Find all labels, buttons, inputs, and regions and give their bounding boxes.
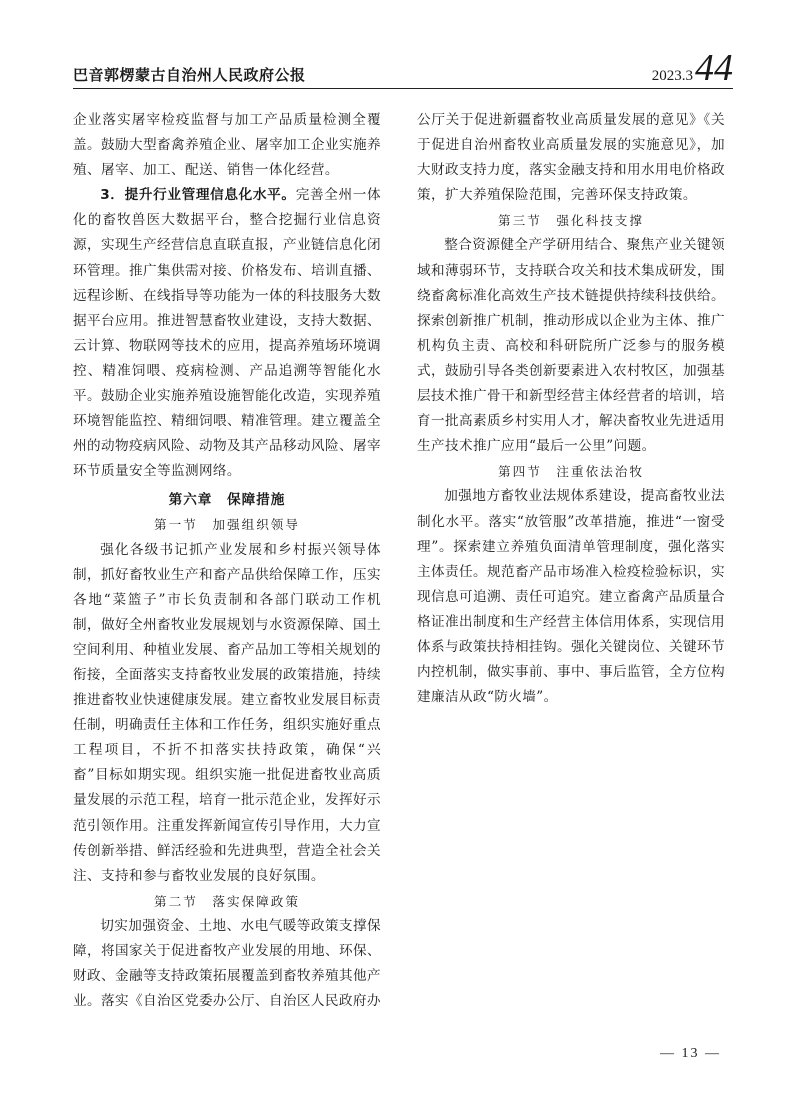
header-bar xyxy=(73,47,733,89)
section-heading: 第二节 落实保障政策 xyxy=(154,893,300,909)
paragraph-lead: 3．提升行业管理信息化水平。 xyxy=(100,187,296,204)
header-divider xyxy=(73,88,733,89)
section-heading: 第三节 强化科技支撑 xyxy=(498,213,644,229)
paragraph-body: 完善全州一体化的畜牧兽医大数据平台，整合挖掘行业信息资源，实现生产经营信息直联直报，产业链信息化闭环管理。推广集供需对接、价格发布、培训直播、远程诊断、在线指导等功能为一体的科技服务大数据平台应用。推进智慧畜牧业建设，支持大数据、云计算、物联网等技术的应用，提高养殖场环境调控、精准饲喂、疫病检测、产品追溯等智能化水平。鼓励企业实施养殖设施智能化改造，实现养殖环境智能监控、精细饲喂、精准管理。建立覆盖全州的动物疫病风险、动物及其产品移动风险、屠宰环节质量安全等监测网络。 xyxy=(73,187,381,480)
section-heading: 第四节 注重依法治牧 xyxy=(498,464,644,480)
paragraph: 加强地方畜牧业法规体系建设，提高畜牧业法制化水平。落实“放管服”改革措施，推进“一窗受理”。探索建立养殖负面清单管理制度，强化落实主体责任。规范畜产品市场准入检疫检验标识，实现信息可追溯、责任可追究。建立畜禽产品质量合格证准出制度和生产经营主体信用体系，实现信用体系与政策扶持相挂钩。强化关键岗位、关键环节内控机制，做实事前、事中、事后监管，全方位构建廉洁从政“防火墙”。 xyxy=(417,488,725,706)
header-page-number: 44 xyxy=(695,47,733,89)
chapter-heading: 第六章 保障措施 xyxy=(168,492,286,509)
paragraph: 企业落实屠宰检疫监督与加工产品质量检测全覆盖。鼓励大型畜禽养殖企业、屠宰加工企业实施养殖、屠宰、加工、配送、销售一体化经营。 xyxy=(73,112,381,179)
paragraph: 切实加强资金、土地、水电气暖等政策支撑保障，将国家关于促进畜牧产业发展的用地、环保、财政、金融等支持政策拓展覆盖到畜牧养殖其他产业。落实《自治区党委办公厅、自治区人民政府办 xyxy=(73,917,381,1010)
journal-title: 巴音郭楞蒙古自治州人民政府公报 xyxy=(73,66,306,84)
paragraph: 强化各级书记抓产业发展和乡村振兴领导体制，抓好畜牧业生产和畜产品供给保障工作，压实各地“菜篮子”市长负责制和各部门联动工作机制，做好全州畜牧业发展规划与水资源保障、国土空间利用、种植业发展、畜产品加工等相关规划的衔接，全面落实支持畜牧业发展的政策措施，持续推进畜牧业快速健康发展。建立畜牧业发展目标责任制，明确责任主体和工作任务，组织实施好重点工程项目，不折不扣落实扶持政策，确保“兴畜”目标如期实现。组织实施一批促进畜牧业高质量发展的示范工程，培育一批示范企业，发挥好示范引领作用。注重发挥新闻宣传引导作用，大力宣传创新举措、鲜活经验和先进典型，营造全社会关注、支持和参与畜牧业发展的良好氛围。 xyxy=(73,541,381,884)
right-column xyxy=(417,108,725,710)
section-heading: 第一节 加强组织领导 xyxy=(154,517,300,533)
paragraph: 整合资源健全产学研用结合、聚焦产业关键领域和薄弱环节，支持联合攻关和技术集成研发，围绕畜禽标准化高效生产技术链提供持续科技供给。探索创新推广机制，推动形成以企业为主体、推广机构负主责、高校和科研院所广泛参与的服务模式，鼓励引导各类创新要素进入农村牧区，加强基层技术推广骨干和新型经营主体经营者的培训，培育一批高素质乡村实用人才，解决畜牧业先进适用生产技术推广应用“最后一公里”问题。 xyxy=(417,237,725,455)
footer-page-number: — 13 — xyxy=(660,1046,721,1061)
paragraph: 公厅关于促进新疆畜牧业高质量发展的意见》《关于促进自治州畜牧业高质量发展的实施意见》，加大财政支持力度，落实金融支持和用水用电价格政策，扩大养殖保险范围，完善环保支持政策。 xyxy=(417,112,725,204)
issue-number: 2023.3 xyxy=(651,68,693,84)
paragraph xyxy=(73,183,381,484)
left-column xyxy=(73,108,381,1014)
